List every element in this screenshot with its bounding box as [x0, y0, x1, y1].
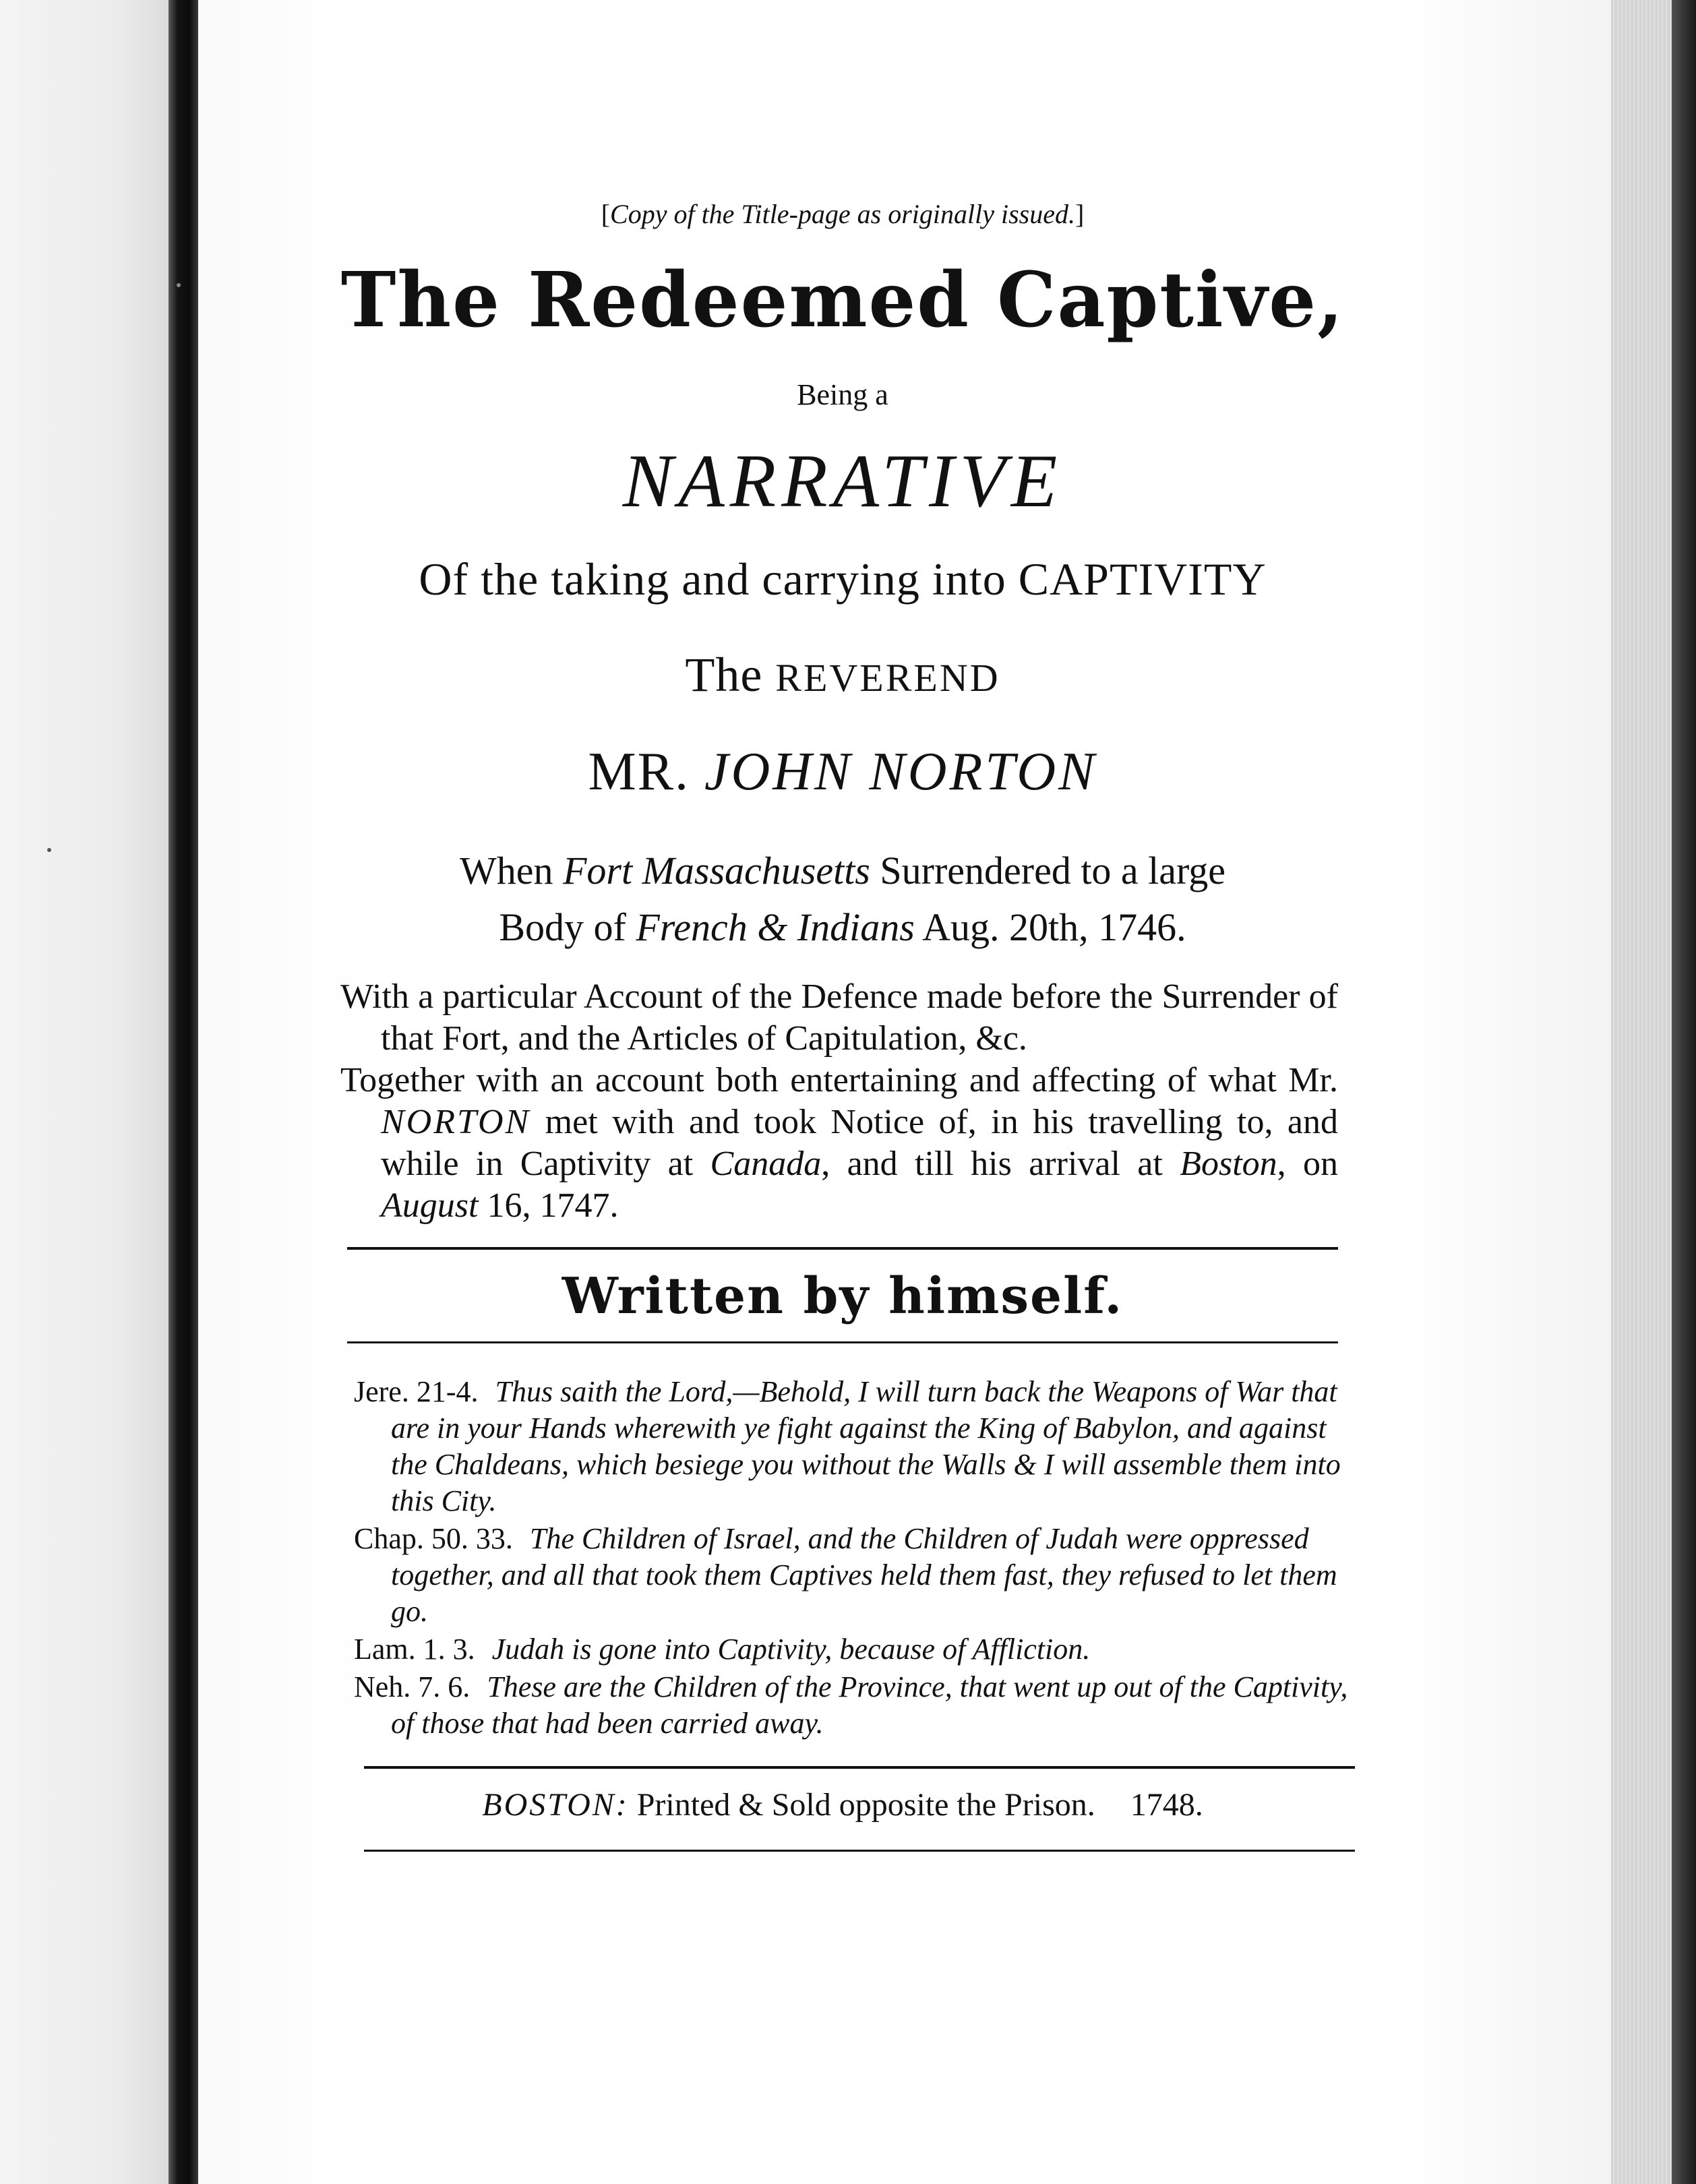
quote-reference: Neh. 7. 6. — [354, 1670, 471, 1703]
imprint-city: BOSTON: — [482, 1787, 629, 1823]
quote-reference: Jere. 21-4. — [354, 1375, 479, 1408]
captivity-line: Of the taking and carrying into CAPTIVITY — [419, 553, 1267, 605]
surrender-line-2 — [270, 899, 1416, 956]
reverend-the: The — [685, 648, 763, 702]
page-title: The Redeemed Captive, — [340, 256, 1345, 344]
surrender-date: Aug. 20th, 1746. — [922, 905, 1186, 949]
quote-text: Thus saith the Lord,—Behold, I will turn back the Weapons of War that are in your Hands wherewith ye fight against the King of Babylon, and against the Chaldeans, which besiege you without the Walls & I will assemble them into this City. — [391, 1375, 1341, 1517]
p2-august: August — [381, 1186, 479, 1225]
imprint-year: 1748. — [1130, 1787, 1203, 1823]
quote-item — [354, 1374, 1352, 1519]
p2-text-b: met with and took Notice of, in his travelling to, and while in Captivity at — [381, 1103, 1338, 1183]
quote-reference: Chap. 50. 33. — [354, 1522, 513, 1555]
p2-text-a: Together with an account both entertaining and affecting of what Mr. — [340, 1061, 1338, 1099]
quote-text: These are the Children of the Province, that went up out of the Captivity, of those that had been carried away. — [391, 1670, 1348, 1740]
author-name — [270, 741, 1416, 803]
copy-note-text: Copy of the Title-page as originally issued. — [610, 199, 1075, 229]
byline: Written by himself. — [562, 1267, 1124, 1325]
quote-text: The Children of Israel, and the Children of Judah were oppressed together, and all that took them Captives held them fast, they refused to let them go. — [391, 1522, 1337, 1628]
fort-name: Fort Massachusetts — [562, 849, 870, 892]
account-description — [340, 976, 1338, 1227]
narrative-heading: NARRATIVE — [622, 439, 1063, 523]
p2-text-c: , and till his arrival at — [821, 1145, 1163, 1183]
being-a-line: Being a — [797, 378, 888, 411]
quote-item — [354, 1669, 1352, 1742]
imprint-text: Printed & Sold opposite the Prison. — [636, 1787, 1095, 1823]
p2-text-e: 16, 1747. — [487, 1186, 619, 1225]
quote-text: Judah is gone into Captivity, because of Affliction. — [491, 1633, 1091, 1666]
imprint — [270, 1786, 1416, 1823]
rule-above-byline — [347, 1247, 1338, 1250]
copy-note: [Copy of the Title-page as originally issued.] — [601, 199, 1085, 229]
p2-norton: NORTON — [381, 1103, 531, 1141]
surrender-line-1 — [270, 843, 1416, 899]
entertaining-paragraph — [340, 1060, 1338, 1227]
scripture-quotes — [354, 1374, 1352, 1743]
author-honorific: MR. — [588, 742, 690, 801]
reverend-line — [270, 647, 1416, 703]
quote-reference: Lam. 1. 3. — [354, 1633, 475, 1666]
surrender-text: Surrendered to a large — [880, 849, 1226, 892]
french-indians: French & Indians — [636, 905, 915, 949]
surrender-lines — [270, 843, 1416, 956]
rule-below-byline — [347, 1341, 1338, 1343]
p2-boston: Boston — [1180, 1145, 1277, 1183]
when-text: When — [459, 849, 553, 892]
reverend-word: REVEREND — [775, 656, 1000, 700]
rule-below-imprint — [364, 1850, 1355, 1852]
defence-paragraph: With a particular Account of the Defence made before the Surrender of that Fort, and the Articles of Capitulation, &c. — [340, 977, 1338, 1058]
author-name-text: JOHN NORTON — [704, 742, 1097, 801]
quote-item — [354, 1521, 1352, 1630]
p2-text-d: , on — [1277, 1145, 1339, 1183]
p2-canada: Canada — [710, 1145, 822, 1183]
quote-item — [354, 1631, 1352, 1668]
rule-above-imprint — [364, 1766, 1355, 1769]
body-of-text: Body of — [499, 905, 626, 949]
